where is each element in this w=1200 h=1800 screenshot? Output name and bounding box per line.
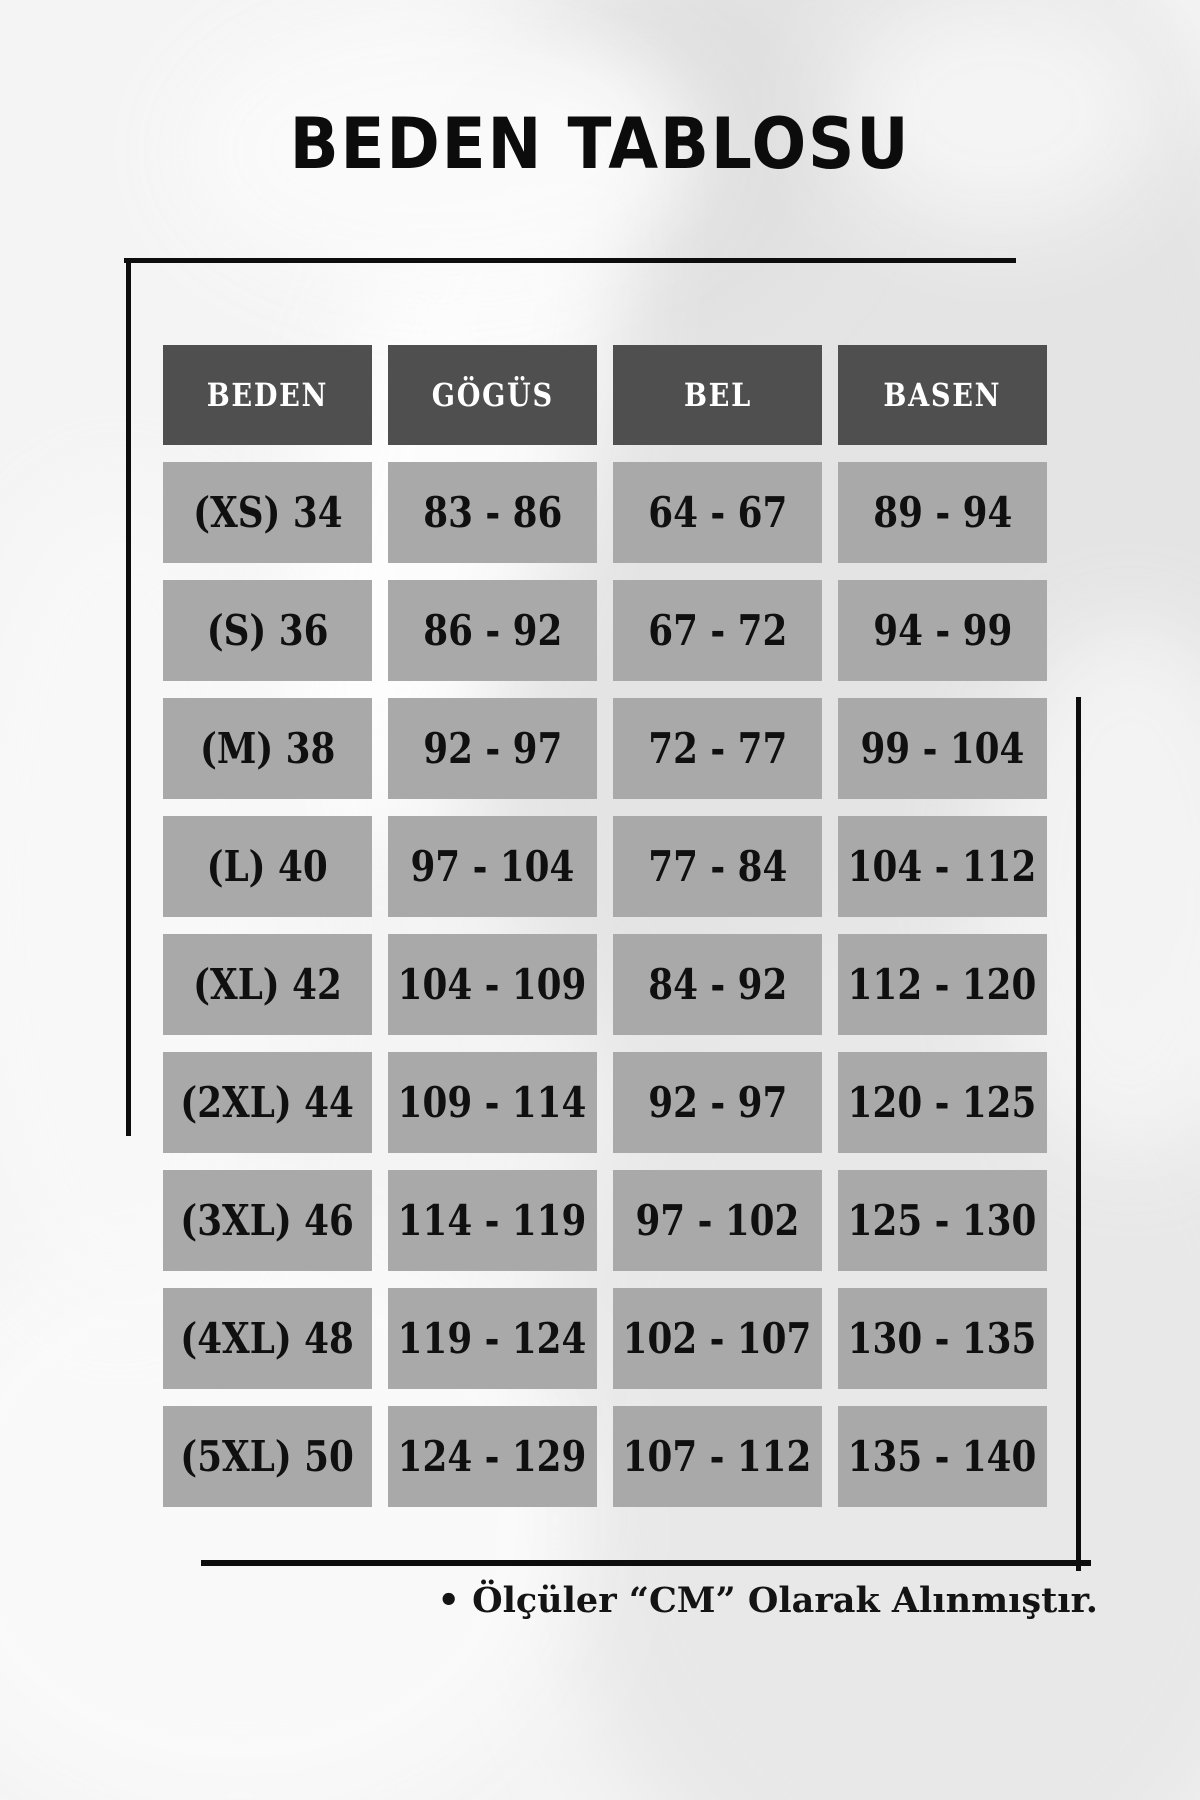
table-cell-r0-c1-label: 83 - 86 [422, 488, 563, 537]
table-cell-r3-c2-label: 77 - 84 [647, 842, 788, 891]
table-cell-r0-c0-label: (XS) 34 [192, 488, 343, 537]
table-cell-r6-c2 [613, 1170, 822, 1271]
table-cell-r4-c1-label: 104 - 109 [398, 960, 587, 1009]
page-title: BEDEN TABLOSU [289, 103, 911, 185]
table-cell-r1-c2 [613, 580, 822, 681]
table-cell-r2-c3-label: 99 - 104 [860, 724, 1025, 773]
table-cell-r8-c2 [613, 1406, 822, 1507]
table-cell-r6-c3 [838, 1170, 1047, 1271]
footer-note: • Ölçüler “CM” Olarak Alınmıştır. [437, 1580, 1098, 1621]
table-cell-r8-c2-label: 107 - 112 [623, 1432, 812, 1481]
frame-line-right [1076, 697, 1081, 1571]
table-cell-r1-c0-label: (S) 36 [206, 606, 329, 655]
header-cell-2-label: BEL [683, 376, 752, 414]
table-cell-r3-c0-label: (L) 40 [206, 842, 328, 891]
table-cell-r2-c3 [838, 698, 1047, 799]
table-cell-r0-c2 [613, 462, 822, 563]
table-cell-r7-c1 [388, 1288, 597, 1389]
table-cell-r7-c2-label: 102 - 107 [623, 1314, 812, 1363]
table-cell-r4-c2 [613, 934, 822, 1035]
table-cell-r5-c3 [838, 1052, 1047, 1153]
table-cell-r0-c2-label: 64 - 67 [647, 488, 788, 537]
table-cell-r1-c2-label: 67 - 72 [647, 606, 788, 655]
header-cell-2 [613, 345, 822, 445]
table-cell-r1-c0 [163, 580, 372, 681]
table-cell-r6-c1-label: 114 - 119 [398, 1196, 587, 1245]
table-cell-r8-c3 [838, 1406, 1047, 1507]
table-cell-r5-c0 [163, 1052, 372, 1153]
header-cell-0-label: BEDEN [206, 376, 329, 414]
table-cell-r7-c2 [613, 1288, 822, 1389]
table-cell-r1-c3-label: 94 - 99 [872, 606, 1013, 655]
table-cell-r3-c0 [163, 816, 372, 917]
table-cell-r4-c0-label: (XL) 42 [193, 960, 342, 1009]
frame-line-bottom [201, 1560, 1091, 1566]
size-table [163, 345, 1047, 1507]
table-cell-r0-c3-label: 89 - 94 [872, 488, 1013, 537]
table-cell-r4-c3 [838, 934, 1047, 1035]
table-cell-r0-c3 [838, 462, 1047, 563]
table-cell-r7-c3 [838, 1288, 1047, 1389]
header-cell-1-label: GÖGÜS [431, 376, 554, 414]
table-cell-r0-c0 [163, 462, 372, 563]
table-cell-r2-c0-label: (M) 38 [199, 724, 336, 773]
table-cell-r7-c3-label: 130 - 135 [848, 1314, 1037, 1363]
table-cell-r8-c1 [388, 1406, 597, 1507]
table-cell-r7-c0-label: (4XL) 48 [180, 1314, 355, 1363]
table-cell-r4-c1 [388, 934, 597, 1035]
table-cell-r5-c3-label: 120 - 125 [848, 1078, 1037, 1127]
table-cell-r0-c1 [388, 462, 597, 563]
table-cell-r6-c2-label: 97 - 102 [635, 1196, 800, 1245]
table-cell-r8-c1-label: 124 - 129 [398, 1432, 587, 1481]
header-cell-1 [388, 345, 597, 445]
header-cell-3 [838, 345, 1047, 445]
table-cell-r6-c0 [163, 1170, 372, 1271]
table-cell-r2-c2-label: 72 - 77 [647, 724, 788, 773]
table-cell-r5-c1-label: 109 - 114 [398, 1078, 587, 1127]
table-cell-r5-c2 [613, 1052, 822, 1153]
table-cell-r2-c2 [613, 698, 822, 799]
table-cell-r2-c0 [163, 698, 372, 799]
table-cell-r1-c3 [838, 580, 1047, 681]
table-cell-r3-c3 [838, 816, 1047, 917]
table-cell-r8-c0 [163, 1406, 372, 1507]
table-cell-r5-c1 [388, 1052, 597, 1153]
table-cell-r2-c1 [388, 698, 597, 799]
table-cell-r6-c0-label: (3XL) 46 [180, 1196, 355, 1245]
table-cell-r6-c1 [388, 1170, 597, 1271]
frame-line-left [126, 258, 131, 1136]
header-cell-3-label: BASEN [883, 376, 1002, 414]
table-cell-r4-c0 [163, 934, 372, 1035]
header-cell-0 [163, 345, 372, 445]
table-cell-r3-c3-label: 104 - 112 [848, 842, 1037, 891]
table-cell-r1-c1 [388, 580, 597, 681]
table-cell-r8-c0-label: (5XL) 50 [180, 1432, 355, 1481]
table-cell-r2-c1-label: 92 - 97 [422, 724, 563, 773]
table-cell-r7-c0 [163, 1288, 372, 1389]
table-cell-r6-c3-label: 125 - 130 [848, 1196, 1037, 1245]
table-cell-r5-c0-label: (2XL) 44 [180, 1078, 355, 1127]
table-cell-r8-c3-label: 135 - 140 [848, 1432, 1037, 1481]
table-cell-r3-c2 [613, 816, 822, 917]
table-cell-r4-c2-label: 84 - 92 [647, 960, 788, 1009]
table-cell-r7-c1-label: 119 - 124 [398, 1314, 587, 1363]
table-cell-r5-c2-label: 92 - 97 [647, 1078, 788, 1127]
table-cell-r1-c1-label: 86 - 92 [422, 606, 563, 655]
frame-line-top [124, 258, 1016, 263]
table-cell-r3-c1 [388, 816, 597, 917]
table-cell-r3-c1-label: 97 - 104 [410, 842, 575, 891]
table-cell-r4-c3-label: 112 - 120 [848, 960, 1037, 1009]
